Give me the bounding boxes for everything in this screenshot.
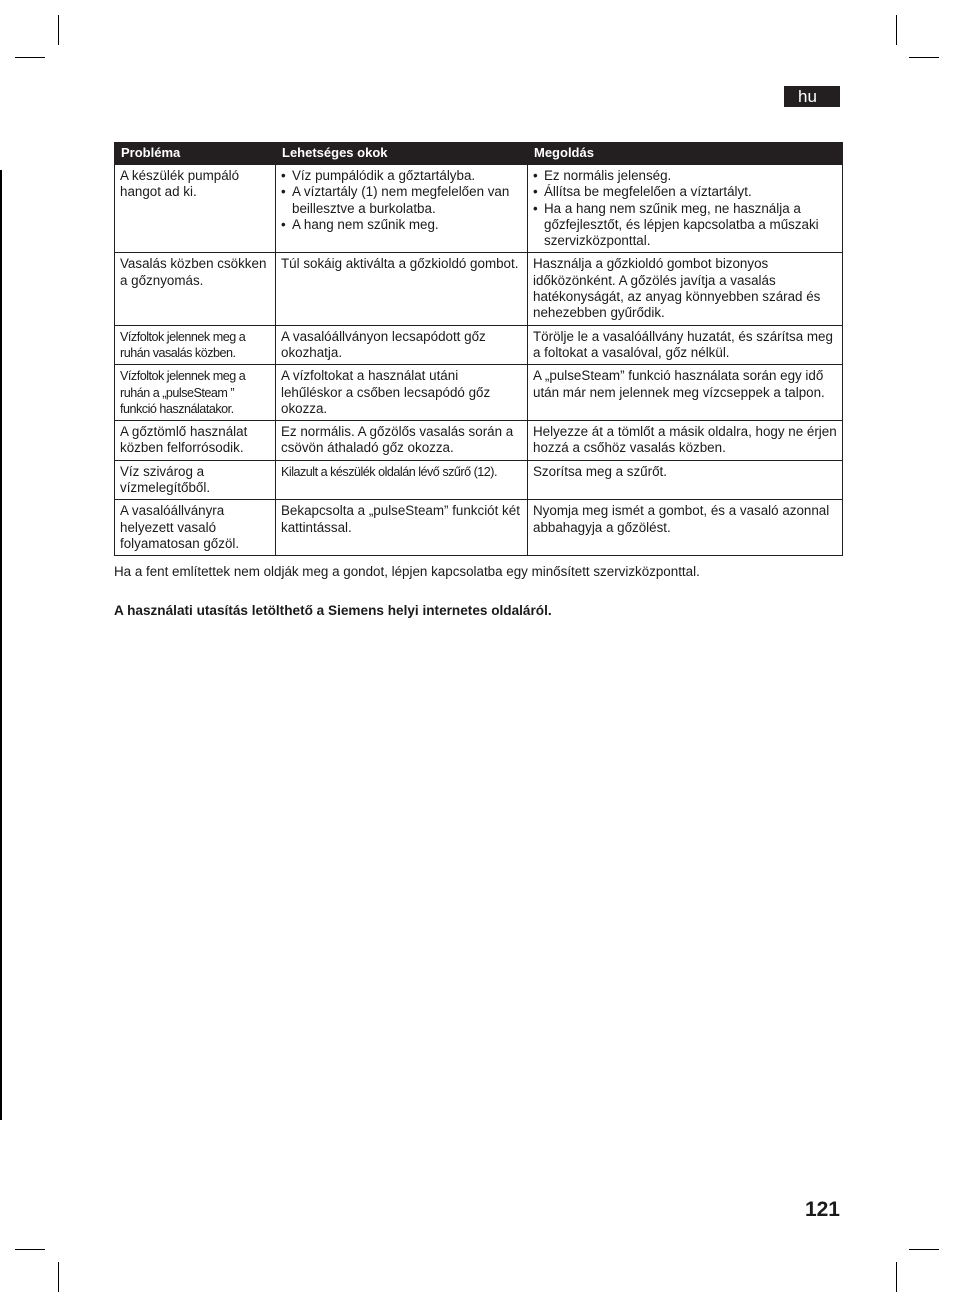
solution-cell: A „pulseSteam” funkció használata során egy idő után már nem jelennek meg vízcseppek a talpon. [528, 365, 843, 421]
solution-cell: Törölje le a vasalóállvány huzatát, és szárítsa meg a foltokat a vasalóval, gőz nélkül. [528, 325, 843, 365]
problem-cell: A vasalóállványra helyezett vasaló folyamatosan gőzöl. [115, 500, 276, 556]
download-note: A használati utasítás letölthető a Siemens helyi internetes oldaláról. [114, 603, 552, 618]
solution-cell: Helyezze át a tömlőt a másik oldalra, hogy ne érjen hozzá a csőhöz vasalás közben. [528, 421, 843, 461]
problem-cell: Víz szivárog a vízmelegítőből. [115, 460, 276, 500]
list-item: • A víztartály (1) nem megfelelően van beillesztve a burkolatba. [281, 184, 522, 217]
cause-cell: A vasalóállványon lecsapódott gőz okozhatja. [276, 325, 528, 365]
crop-mark [15, 57, 45, 58]
list-item: • Ez normális jelenség. [533, 168, 837, 184]
problem-cell: Vízfoltok jelennek meg a ruhán a „pulseSteam ” funkció használatakor. [115, 365, 276, 421]
problem-cell: A készülék pumpáló hangot ad ki. [115, 165, 276, 253]
crop-mark [896, 15, 897, 45]
solution-cell: Nyomja meg ismét a gombot, és a vasaló azonnal abbahagyja a gőzölést. [528, 500, 843, 556]
problem-cell: Vasalás közben csökken a gőznyomás. [115, 253, 276, 325]
cause-cell: Bekapcsolta a „pulseSteam” funkciót két kattintással. [276, 500, 528, 556]
table-row [115, 500, 843, 556]
cause-cell: Túl sokáig aktiválta a gőzkioldó gombot. [276, 253, 528, 325]
table-row [115, 253, 843, 325]
table-row [115, 460, 843, 500]
cause-cell: Ez normális. A gőzölős vasalás során a csövön áthaladó gőz okozza. [276, 421, 528, 461]
language-tag: hu [784, 86, 840, 107]
table-row [115, 421, 843, 461]
table-row [115, 325, 843, 365]
margin-rule [0, 170, 2, 1120]
page-number: 121 [804, 1198, 840, 1221]
list-item: • Ha a hang nem szűnik meg, ne használja a gőzfejlesztőt, és lépjen kapcsolatba a műszaki szervizközponttal. [533, 201, 837, 250]
cause-cell: A vízfoltokat a használat utáni lehűléskor a csőben lecsapódó gőz okozza. [276, 365, 528, 421]
table-row [115, 365, 843, 421]
crop-mark [909, 1249, 939, 1250]
header-causes: Lehetséges okok [276, 142, 528, 165]
service-note: Ha a fent említettek nem oldják meg a gondot, lépjen kapcsolatba egy minősített szervizközponttal. [114, 564, 700, 579]
crop-mark [15, 1249, 45, 1250]
troubleshooting-table [114, 142, 843, 556]
crop-mark [909, 57, 939, 58]
solution-cell [528, 165, 843, 253]
table-row [115, 165, 843, 253]
header-solution: Megoldás [528, 142, 843, 165]
crop-mark [58, 1262, 59, 1292]
crop-mark [58, 15, 59, 45]
crop-mark [896, 1262, 897, 1292]
problem-cell: Vízfoltok jelennek meg a ruhán vasalás közben. [115, 325, 276, 365]
causes-cell [276, 165, 528, 253]
list-item: • Víz pumpálódik a gőztartályba. [281, 168, 522, 184]
list-item: • Állítsa be megfelelően a víztartályt. [533, 184, 837, 200]
table-header-row [115, 142, 843, 165]
list-item: • A hang nem szűnik meg. [281, 217, 522, 233]
cause-cell: Kilazult a készülék oldalán lévő szűrő (12). [276, 460, 528, 500]
problem-cell: A gőztömlő használat közben felforrósodik. [115, 421, 276, 461]
solution-cell: Szorítsa meg a szűrőt. [528, 460, 843, 500]
solution-cell: Használja a gőzkioldó gombot bizonyos időközönként. A gőzölés javítja a vasalás hatékonyságát, az anyag könnyebben szárad és nehezebben gyűrődik. [528, 253, 843, 325]
header-problem: Probléma [115, 142, 276, 165]
